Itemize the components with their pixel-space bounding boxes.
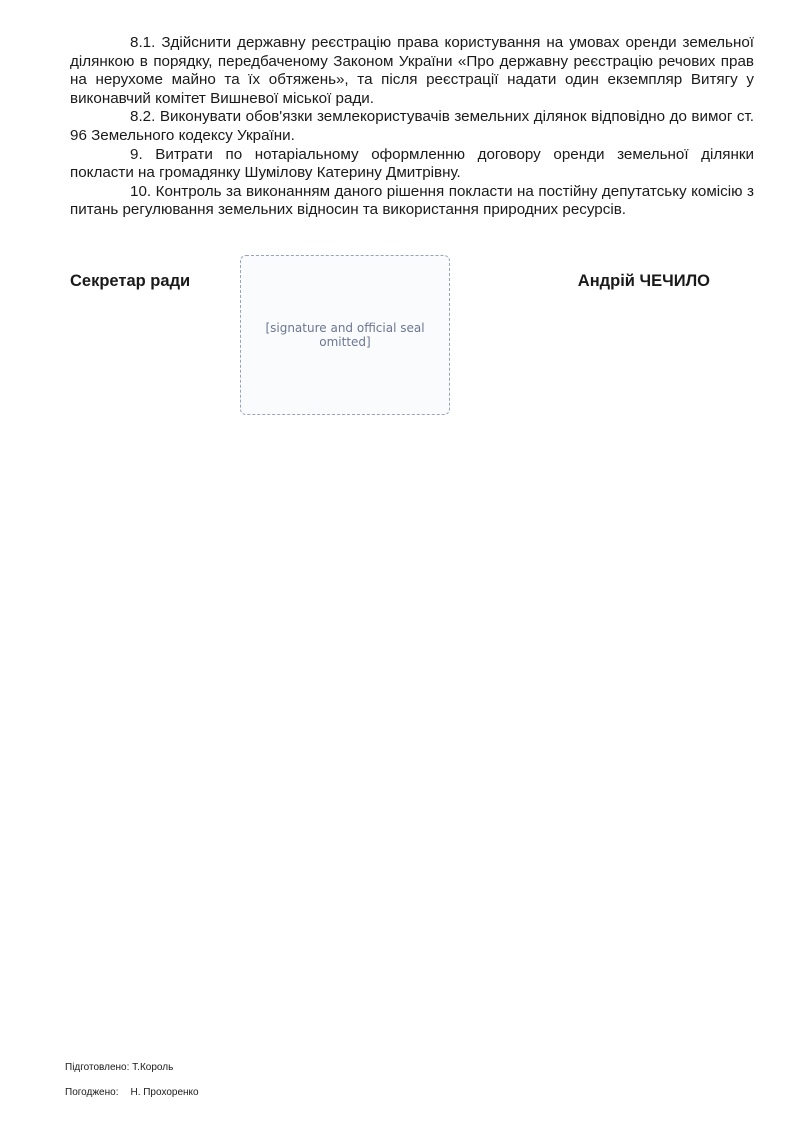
agreed-name: Н. Прохоренко	[130, 1087, 199, 1098]
signature-seal-placeholder: [signature and official seal omitted]	[240, 255, 450, 415]
paragraph-9: 9. Витрати по нотаріальному оформленню договору оренди земельної ділянки покласти на громадянку Шумілову Катерину Дмитрівну.	[70, 145, 754, 182]
agreed-by	[65, 1087, 199, 1099]
prepared-by: Підготовлено: Т.Король	[65, 1062, 174, 1073]
paragraph-10: 10. Контроль за виконанням даного рішення покласти на постійну депутатську комісію з питань регулювання земельних відносин та використання природних ресурсів.	[70, 182, 754, 219]
signer-title: Секретар ради	[70, 272, 191, 290]
paragraph-8-2: 8.2. Виконувати обов'язки землекористувачів земельних ділянок відповідно до вимог ст. 96 Земельного кодексу України.	[70, 108, 754, 144]
paragraph-8-1: 8.1. Здійснити державну реєстрацію права користування на умовах оренди земельної ділянкою в порядку, передбаченому Законом України «Про державну реєстрацію речових прав на нерухоме майно та їх обтяжень», та після реєстрації надати один екземпляр Витягу у виконавчий комітет Вишневої міської ради.	[70, 34, 754, 107]
decision-body	[70, 34, 754, 220]
agreed-label: Погоджено:	[65, 1087, 119, 1098]
signer-name: Андрій ЧЕЧИЛО	[577, 272, 710, 290]
